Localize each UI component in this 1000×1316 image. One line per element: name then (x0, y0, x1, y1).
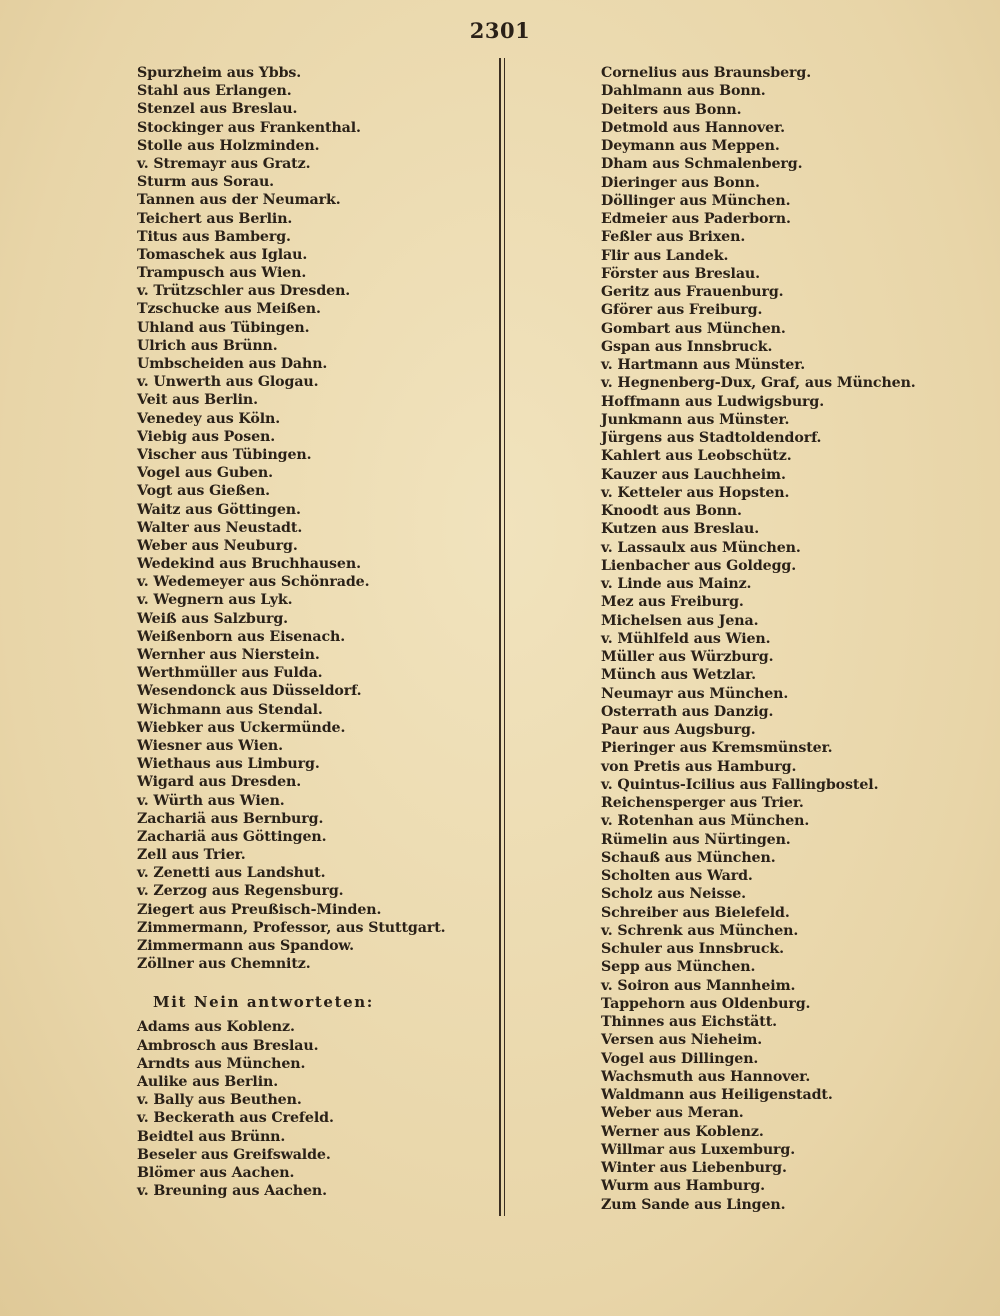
list-item: Wiethaus aus Limburg. (137, 756, 320, 773)
list-item: v. Trützschler aus Dresden. (137, 283, 351, 300)
list-item: Müller aus Würzburg. (601, 649, 774, 665)
list-item: v. Lassaulx aus München. (601, 539, 801, 556)
list-item: Vogel aus Dillingen. (601, 1050, 759, 1067)
list-item: Rümelin aus Nürtingen. (601, 831, 791, 848)
list-item: Umbscheiden aus Dahn. (137, 356, 328, 372)
list-item: Teichert aus Berlin. (137, 210, 293, 227)
list-item: Vischer aus Tübingen. (137, 446, 312, 463)
list-item: v. Soiron aus Mannheim. (601, 977, 796, 994)
list-item: Reichensperger aus Trier. (601, 795, 804, 811)
list-item: von Pretis aus Hamburg. (601, 758, 797, 775)
list-item: v. Beckerath aus Crefeld. (137, 1110, 334, 1127)
list-item: v. Quintus-Icilius aus Fallingbostel. (601, 776, 879, 793)
list-item: Jürgens aus Stadtoldendorf. (601, 430, 822, 446)
list-item: v. Bally aus Beuthen. (137, 1092, 302, 1109)
list-item: Blömer aus Aachen. (137, 1164, 295, 1181)
list-item: Gombart aus München. (601, 320, 786, 337)
list-item: v. Würth aus Wien. (137, 792, 285, 809)
list-item: Arndts aus München. (137, 1055, 306, 1072)
list-item: Vogel aus Guben. (137, 465, 273, 482)
list-item: Zöllner aus Chemnitz. (137, 956, 311, 973)
list-item: Weber aus Meran. (601, 1105, 744, 1122)
list-item: Pieringer aus Kremsmünster. (601, 740, 833, 757)
list-item: Kauzer aus Lauchheim. (601, 466, 786, 483)
list-item: v. Ketteler aus Hopsten. (601, 484, 790, 501)
list-item: Wichmann aus Stendal. (137, 701, 323, 718)
list-item: Wigard aus Dresden. (137, 774, 302, 791)
list-item: Wedekind aus Bruchhausen. (137, 556, 361, 573)
list-item: Mez aus Freiburg. (601, 594, 744, 611)
list-item: Ambrosch aus Breslau. (137, 1037, 319, 1054)
list-item: Scholz aus Neisse. (601, 886, 747, 903)
list-item: Hoffmann aus Ludwigsburg. (601, 393, 825, 410)
list-item: Walter aus Neustadt. (137, 519, 303, 536)
list-item: Tomaschek aus Iglau. (137, 246, 308, 263)
list-item: Wiebker aus Uckermünde. (137, 719, 346, 736)
list-item: Uhland aus Tübingen. (137, 319, 310, 336)
list-item: Geritz aus Frauenburg. (601, 284, 784, 300)
list-item: Edmeier aus Paderborn. (601, 211, 791, 227)
list-item: Veit aus Berlin. (137, 392, 258, 409)
list-item: Dahlmann aus Bonn. (601, 83, 766, 100)
list-item: Tappehorn aus Oldenburg. (601, 995, 811, 1012)
list-item: Zimmermann aus Spandow. (137, 938, 354, 954)
list-item: Tannen aus der Neumark. (137, 192, 341, 209)
list-item: Schuler aus Innsbruck. (601, 941, 784, 957)
list-item: v. Schrenk aus München. (601, 922, 799, 939)
list-item: Trampusch aus Wien. (137, 265, 307, 282)
list-item: Münch aus Wetzlar. (601, 667, 756, 684)
section-heading-nein: Mit Nein antworteten: (153, 993, 374, 1012)
list-item: Junkmann aus Münster. (601, 411, 790, 428)
list-item: Dham aus Schmalenberg. (601, 156, 803, 173)
list-item: Stenzel aus Breslau. (137, 101, 298, 118)
list-item: Detmold aus Hannover. (601, 119, 786, 136)
list-item: Cornelius aus Braunsberg. (601, 65, 812, 81)
list-item: Wernher aus Nierstein. (137, 647, 320, 663)
list-item: Adams aus Koblenz. (137, 1019, 295, 1036)
list-item: Thinnes aus Eichstätt. (601, 1014, 778, 1030)
list-item: Werner aus Koblenz. (601, 1123, 764, 1140)
list-item: Zachariä aus Bernburg. (137, 810, 324, 827)
list-item: Wachsmuth aus Hannover. (601, 1068, 811, 1085)
list-item: v. Zerzog aus Regensburg. (137, 883, 344, 900)
left-column (137, 64, 492, 1200)
list-item: Scholten aus Ward. (601, 868, 753, 884)
list-item: Deiters aus Bonn. (601, 101, 742, 118)
list-item: Beidtel aus Brünn. (137, 1128, 286, 1145)
list-item: Michelsen aus Jena. (601, 612, 759, 629)
list-item: v. Stremayr aus Gratz. (137, 155, 311, 172)
list-item: Zachariä aus Göttingen. (137, 828, 327, 845)
list-item: Dieringer aus Bonn. (601, 174, 760, 191)
list-item: Gförer aus Freiburg. (601, 302, 763, 319)
list-item: Kutzen aus Breslau. (601, 521, 760, 538)
list-item: Osterrath aus Danzig. (601, 703, 774, 720)
list-item: Knoodt aus Bonn. (601, 503, 742, 519)
list-item: Aulike aus Berlin. (137, 1073, 279, 1090)
list-item: Winter aus Liebenburg. (601, 1160, 787, 1176)
list-item: Zell aus Trier. (137, 847, 246, 864)
list-item: Werthmüller aus Fulda. (137, 665, 323, 682)
list-item: Gspan aus Innsbruck. (601, 338, 773, 355)
list-item: Deymann aus Meppen. (601, 138, 780, 154)
list-item: Zum Sande aus Lingen. (601, 1196, 786, 1213)
left-entry-list (137, 64, 492, 973)
list-item: v. Wegnern aus Lyk. (137, 592, 293, 609)
list-item: Spurzheim aus Ybbs. (137, 65, 302, 81)
list-item: Förster aus Breslau. (601, 265, 760, 282)
list-item: Versen aus Nieheim. (601, 1032, 763, 1049)
list-item: Wurm aus Hamburg. (601, 1178, 766, 1195)
list-item: Stolle aus Holzminden. (137, 137, 320, 154)
list-item: Flir aus Landek. (601, 247, 729, 264)
list-item: Schreiber aus Bielefeld. (601, 904, 790, 921)
list-item: Ziegert aus Preußisch-Minden. (137, 901, 382, 918)
list-item: Wesendonck aus Düsseldorf. (137, 683, 362, 700)
list-item: Waitz aus Göttingen. (137, 501, 301, 518)
list-item: Sturm aus Sorau. (137, 174, 275, 191)
list-item: Willmar aus Luxemburg. (601, 1141, 796, 1158)
list-item: Neumayr aus München. (601, 685, 789, 702)
list-item: Weiß aus Salzburg. (137, 610, 288, 627)
list-item: Döllinger aus München. (601, 192, 791, 209)
list-item: Lienbacher aus Goldegg. (601, 557, 797, 574)
list-item: Kahlert aus Leobschütz. (601, 448, 792, 465)
right-column (601, 64, 931, 1214)
column-divider (499, 58, 505, 1216)
list-item: v. Wedemeyer aus Schönrade. (137, 574, 370, 591)
page-number: 2301 (469, 18, 531, 43)
list-item: Wiesner aus Wien. (137, 737, 283, 754)
nein-entry-list (137, 1018, 492, 1200)
list-item: v. Rotenhan aus München. (601, 813, 810, 830)
list-item: Sepp aus München. (601, 959, 756, 976)
list-item: Tzschucke aus Meißen. (137, 301, 321, 318)
list-item: Feßler aus Brixen. (601, 229, 746, 246)
list-item: Viebig aus Posen. (137, 428, 276, 445)
list-item: v. Unwerth aus Glogau. (137, 374, 319, 391)
list-item: Zimmermann, Professor, aus Stuttgart. (137, 919, 446, 936)
list-item: Stockinger aus Frankenthal. (137, 119, 361, 136)
list-item: Titus aus Bamberg. (137, 228, 291, 245)
list-item: v. Hartmann aus Münster. (601, 357, 806, 373)
list-item: v. Zenetti aus Landshut. (137, 865, 326, 882)
list-item: v. Breuning aus Aachen. (137, 1183, 327, 1200)
right-entry-list (601, 64, 931, 1214)
list-item: v. Linde aus Mainz. (601, 576, 752, 592)
list-item: Vogt aus Gießen. (137, 483, 271, 500)
list-item: v. Mühlfeld aus Wien. (601, 630, 771, 647)
list-item: Weber aus Neuburg. (137, 537, 298, 554)
list-item: Weißenborn aus Eisenach. (137, 628, 346, 645)
list-item: Waldmann aus Heiligenstadt. (601, 1087, 833, 1103)
list-item: Stahl aus Erlangen. (137, 83, 292, 100)
list-item: v. Hegnenberg-Dux, Graf, aus München. (601, 375, 916, 392)
list-item: Paur aus Augsburg. (601, 722, 756, 738)
list-item: Ulrich aus Brünn. (137, 337, 278, 354)
list-item: Schauß aus München. (601, 849, 776, 866)
list-item: Beseler aus Greifswalde. (137, 1146, 331, 1163)
list-item: Venedey aus Köln. (137, 410, 281, 427)
